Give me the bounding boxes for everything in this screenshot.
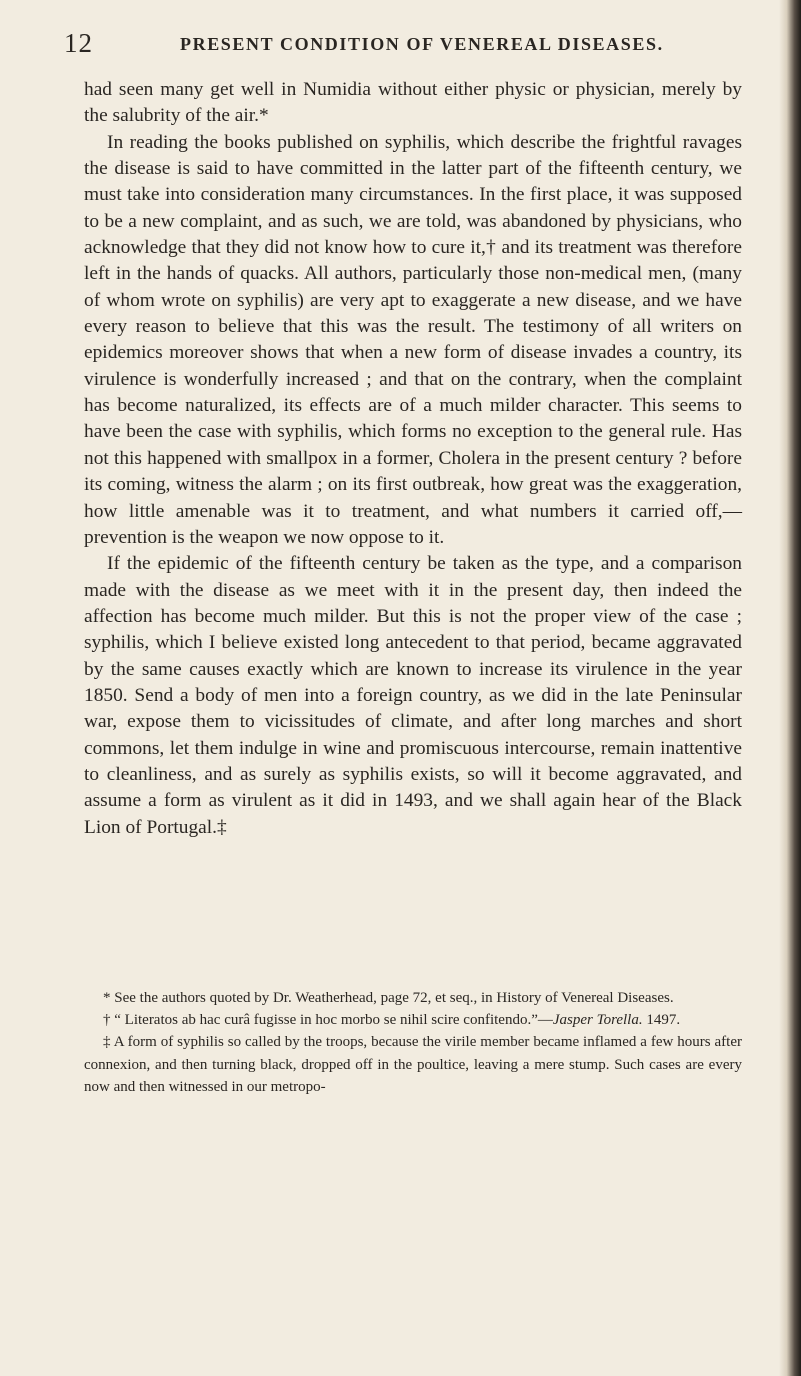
page-edge-shadow xyxy=(779,0,801,1376)
footnote-dagger-year: 1497. xyxy=(642,1012,681,1029)
footnote-dagger xyxy=(84,1009,742,1031)
paragraph-3: If the epidemic of the fifteenth century be taken as the type, and a comparison made with the disease as we meet with it in the present day, then indeed the affection has become much milder. But this is not the proper view of the case ; syphilis, which I believe existed long antecedent to that period, became aggravated by the same causes exactly which are known to increase its virulence in the year 1850. Send a body of men into a foreign country, as we did in the late Peninsular war, expose them to vicissitudes of climate, and after long marches and short commons, let them indulge in wine and promiscuous intercourse, remain inattentive to cleanliness, and as surely as syphilis exists, so will it become aggravated, and assume a form as virulent as it did in 1493, and we shall again hear of the Black Lion of Portugal.‡ xyxy=(84,553,742,838)
footnote-dagger-text: † “ Literatos ab hac curâ fugisse in hoc morbo se nihil scire confitendo.”— xyxy=(103,1012,553,1029)
page-header xyxy=(64,28,744,64)
footnotes xyxy=(84,987,742,1098)
footnote-dagger-source: Jasper Torella. xyxy=(552,1012,643,1029)
footnote-star: * See the authors quoted by Dr. Weatherhead, page 72, et seq., in History of Venereal Diseases. xyxy=(103,990,674,1006)
paragraph-1: had seen many get well in Numidia without either physic or physician, merely by the salubrity of the air.* xyxy=(84,79,742,127)
footnote-double-dagger: ‡ A form of syphilis so called by the troops, because the virile member became inflamed a few hours after connexion, and then turning black, dropped off in the poultice, leaving a mere stump. Such cases are every now and then witnessed in our metropo- xyxy=(84,1034,742,1095)
running-title: PRESENT CONDITION OF VENEREAL DISEASES. xyxy=(180,34,664,54)
paragraph-2: In reading the books published on syphilis, which describe the frightful ravages the disease is said to have committed in the latter part of the fifteenth century, we must take into consideration many circumstances. In the first place, it was supposed to be a new complaint, and as such, we are told, was abandoned by physicians, who acknowledge that they did not know how to cure it,† and its treatment was therefore left in the hands of quacks. All authors, particularly those non-medical men, (many of whom wrote on syphilis) are very apt to exaggerate a new disease, and we have every reason to believe that this was the result. The testimony of all writers on epidemics moreover shows that when a new form of disease invades a country, its virulence is wonderfully increased ; and that on the contrary, when the complaint has become naturalized, its effects are of a much milder character. This seems to have been the case with syphilis, which forms no exception to the general rule. Has not this happened with smallpox in a former, Cholera in the present century ? before its coming, witness the alarm ; on its first outbreak, how great was the exaggeration, how little amenable was it to treatment, and what numbers it carried off,—prevention is the weapon we now oppose to it. xyxy=(84,131,742,548)
body-text xyxy=(84,77,742,841)
page-number: 12 xyxy=(64,28,93,58)
